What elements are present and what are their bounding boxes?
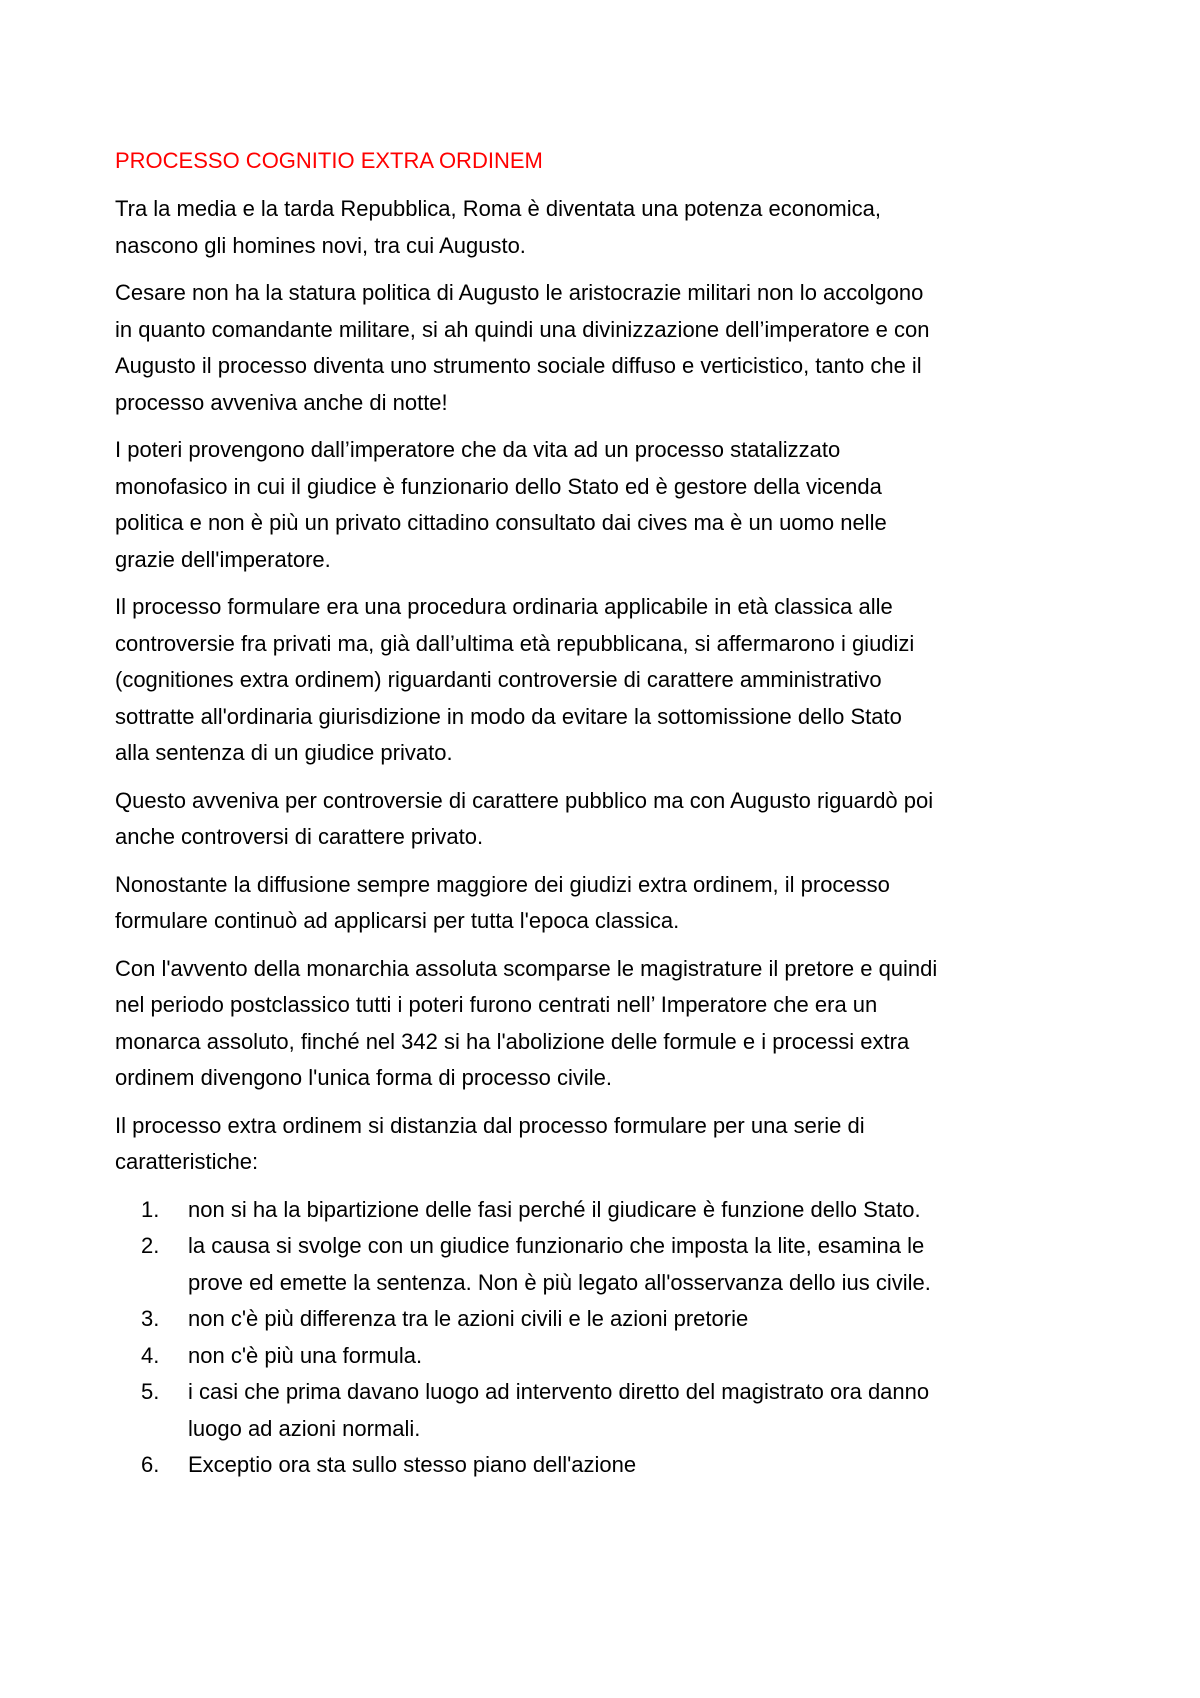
paragraph-line: monarca assoluto, finché nel 342 si ha l'abolizione delle formule e i processi extra xyxy=(115,1028,910,1054)
list-item-number: 4. xyxy=(141,1342,160,1368)
paragraph xyxy=(115,275,1095,421)
list-item xyxy=(115,1338,1095,1375)
list-item-line: prove ed emette la sentenza. Non è più legato all'osservanza dello ius civile. xyxy=(188,1269,931,1295)
list-item-line: luogo ad azioni normali. xyxy=(188,1415,421,1441)
paragraph-line: monofasico in cui il giudice è funzionario dello Stato ed è gestore della vicenda xyxy=(115,473,882,499)
paragraph-line: formulare continuò ad applicarsi per tutta l'epoca classica. xyxy=(115,908,680,933)
document-body xyxy=(115,143,1095,1484)
paragraph-line: Cesare non ha la statura politica di Augusto le aristocrazie militari non lo accolgono xyxy=(115,280,924,305)
paragraph-line: processo avveniva anche di notte! xyxy=(115,389,448,415)
paragraph-line: ordinem divengono l'unica forma di processo civile. xyxy=(115,1065,613,1090)
paragraph-line: I poteri provengono dall’imperatore che da vita ad un processo statalizzato xyxy=(115,437,841,462)
paragraph xyxy=(115,589,1095,772)
characteristics-list xyxy=(115,1192,1095,1484)
list-item-number: 1. xyxy=(141,1196,160,1222)
paragraph-line: alla sentenza di un giudice privato. xyxy=(115,740,453,765)
paragraph-line: Augusto il processo diventa uno strumento sociale diffuso e verticistico, tanto che il xyxy=(115,353,922,378)
paragraph-line: Il processo extra ordinem si distanzia dal processo formulare per una serie di xyxy=(115,1112,865,1138)
list-item xyxy=(115,1447,1095,1484)
paragraph-line: sottratte all'ordinaria giurisdizione in modo da evitare la sottomissione dello Stato xyxy=(115,703,902,729)
paragraph xyxy=(115,1108,1095,1181)
list-item xyxy=(115,1301,1095,1338)
paragraph-line: (cognitiones extra ordinem) riguardanti controversie di carattere amministrativo xyxy=(115,667,882,692)
paragraph-container xyxy=(115,191,1095,1181)
list-item-line: non c'è più una formula. xyxy=(188,1342,423,1368)
paragraph-line: nascono gli homines novi, tra cui Augusto. xyxy=(115,232,526,258)
paragraph xyxy=(115,951,1095,1097)
paragraph-line: politica e non è più un privato cittadino consultato dai cives ma è un uomo nelle xyxy=(115,510,887,535)
paragraph-line: in quanto comandante militare, si ah quindi una divinizzazione dell’imperatore e con xyxy=(115,316,930,342)
list-item xyxy=(115,1374,1095,1447)
paragraph-line: Tra la media e la tarda Repubblica, Roma è diventata una potenza economica, xyxy=(115,196,881,221)
list-item xyxy=(115,1228,1095,1301)
list-item-number: 3. xyxy=(141,1306,160,1331)
paragraph-line: Il processo formulare era una procedura ordinaria applicabile in età classica alle xyxy=(115,594,893,619)
list-item-number: 6. xyxy=(141,1452,160,1477)
list-item-number: 2. xyxy=(141,1233,160,1258)
paragraph xyxy=(115,867,1095,940)
list-item xyxy=(115,1192,1095,1229)
paragraph xyxy=(115,783,1095,856)
paragraph-line: caratteristiche: xyxy=(115,1149,259,1174)
list-item-line: Exceptio ora sta sullo stesso piano dell'azione xyxy=(188,1452,637,1477)
paragraph-line: Questo avveniva per controversie di carattere pubblico ma con Augusto riguardò poi xyxy=(115,787,934,813)
paragraph-line: Con l'avvento della monarchia assoluta scomparse le magistrature il pretore e quindi xyxy=(115,955,938,981)
list-item-line: la causa si svolge con un giudice funzionario che imposta la lite, esamina le xyxy=(188,1233,925,1258)
list-item-number: 5. xyxy=(141,1379,160,1404)
paragraph-line: anche controversi di carattere privato. xyxy=(115,824,484,849)
paragraph-line: Nonostante la diffusione sempre maggiore dei giudizi extra ordinem, il processo xyxy=(115,871,890,897)
paragraph-line: grazie dell'imperatore. xyxy=(115,546,331,572)
paragraph-line: controversie fra privati ma, già dall’ultima età repubblicana, si affermarono i giudizi xyxy=(115,630,915,656)
document-title: PROCESSO COGNITIO EXTRA ORDINEM xyxy=(115,148,543,173)
list-item-line: non si ha la bipartizione delle fasi perché il giudicare è funzione dello Stato. xyxy=(188,1196,921,1222)
list-item-line: i casi che prima davano luogo ad intervento diretto del magistrato ora danno xyxy=(188,1379,930,1404)
list-item-line: non c'è più differenza tra le azioni civili e le azioni pretorie xyxy=(188,1306,749,1331)
paragraph xyxy=(115,432,1095,578)
paragraph xyxy=(115,191,1095,264)
paragraph-line: nel periodo postclassico tutti i poteri furono centrati nell’ Imperatore che era un xyxy=(115,992,878,1017)
